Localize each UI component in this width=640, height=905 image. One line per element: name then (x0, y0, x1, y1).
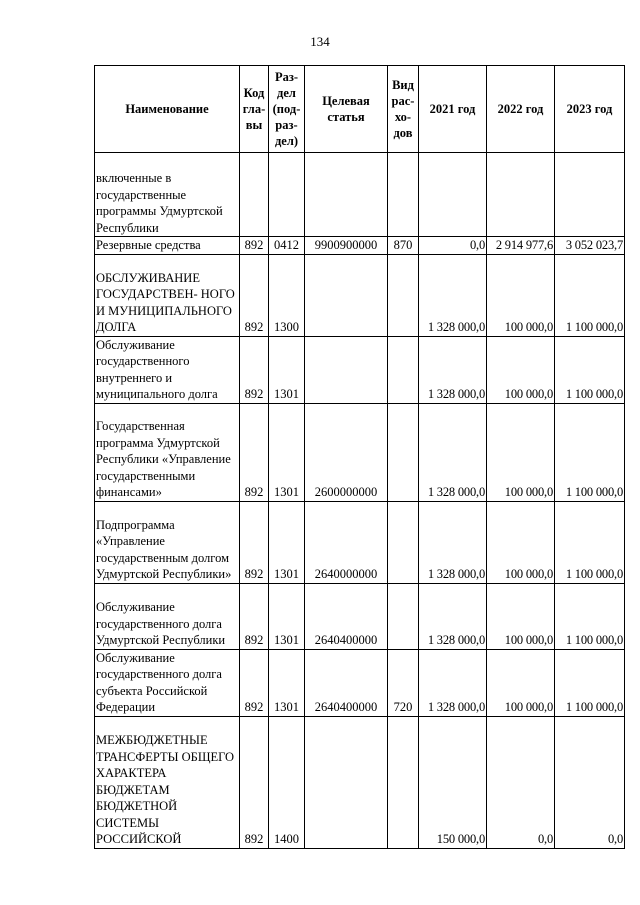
row-type (388, 153, 419, 237)
row-target (305, 153, 388, 237)
row-type: 720 (388, 649, 419, 716)
row-2023: 1 100 000,0 (555, 403, 625, 501)
row-name: включенные в государственные программы Удмуртской Республики (95, 153, 240, 237)
table-row (95, 501, 625, 583)
row-code (240, 153, 269, 237)
table-row (95, 336, 625, 403)
row-2022: 100 000,0 (487, 501, 555, 583)
row-2021: 1 328 000,0 (419, 254, 487, 336)
page-number: 134 (310, 34, 330, 49)
row-section: 1301 (269, 583, 305, 649)
row-code: 892 (240, 583, 269, 649)
row-code: 892 (240, 254, 269, 336)
row-code: 892 (240, 336, 269, 403)
row-name: Государственная программа Удмуртской Республики «Управление государственными финансами» (95, 403, 240, 501)
table-row (95, 403, 625, 501)
row-code: 892 (240, 716, 269, 848)
row-type (388, 336, 419, 403)
row-target: 2600000000 (305, 403, 388, 501)
row-2022: 0,0 (487, 716, 555, 848)
row-2023: 3 052 023,7 (555, 237, 625, 255)
row-type (388, 403, 419, 501)
table-row (95, 254, 625, 336)
row-2021: 1 328 000,0 (419, 649, 487, 716)
header-section: Раз- дел (под- раз- дел) (269, 66, 305, 153)
row-section: 1301 (269, 649, 305, 716)
row-type (388, 716, 419, 848)
table-header-row (95, 66, 625, 153)
header-2023: 2023 год (555, 66, 625, 153)
table-row (95, 649, 625, 716)
row-2023: 0,0 (555, 716, 625, 848)
row-2021: 1 328 000,0 (419, 403, 487, 501)
budget-table (94, 65, 625, 849)
row-2022: 100 000,0 (487, 403, 555, 501)
row-section: 1300 (269, 254, 305, 336)
row-name: МЕЖБЮДЖЕТНЫЕ ТРАНСФЕРТЫ ОБЩЕГО ХАРАКТЕРА БЮДЖЕТАМ БЮДЖЕТНОЙ СИСТЕМЫ РОССИЙСКОЙ (95, 716, 240, 848)
row-target (305, 716, 388, 848)
row-2023: 1 100 000,0 (555, 583, 625, 649)
header-2022: 2022 год (487, 66, 555, 153)
row-target: 9900900000 (305, 237, 388, 255)
row-name: Резервные средства (95, 237, 240, 255)
row-2023: 1 100 000,0 (555, 336, 625, 403)
row-2021: 1 328 000,0 (419, 583, 487, 649)
header-name: Наименование (95, 66, 240, 153)
row-2023 (555, 153, 625, 237)
row-code: 892 (240, 403, 269, 501)
row-2021: 150 000,0 (419, 716, 487, 848)
row-2023: 1 100 000,0 (555, 649, 625, 716)
row-type (388, 254, 419, 336)
header-code: Код гла- вы (240, 66, 269, 153)
row-2021: 1 328 000,0 (419, 336, 487, 403)
row-code: 892 (240, 501, 269, 583)
header-2021: 2021 год (419, 66, 487, 153)
row-2021 (419, 153, 487, 237)
row-2022: 100 000,0 (487, 649, 555, 716)
row-section (269, 153, 305, 237)
row-target: 2640400000 (305, 583, 388, 649)
header-target: Целевая статья (305, 66, 388, 153)
row-section: 1301 (269, 403, 305, 501)
row-name: Обслуживание государственного внутреннего и муниципального долга (95, 336, 240, 403)
row-name: Подпрограмма «Управление государственным долгом Удмуртской Республики» (95, 501, 240, 583)
row-code: 892 (240, 649, 269, 716)
row-2021: 0,0 (419, 237, 487, 255)
row-name: ОБСЛУЖИВАНИЕ ГОСУДАРСТВЕН- НОГО И МУНИЦИПАЛЬНОГО ДОЛГА (95, 254, 240, 336)
row-type (388, 501, 419, 583)
row-2023: 1 100 000,0 (555, 254, 625, 336)
row-code: 892 (240, 237, 269, 255)
row-type (388, 583, 419, 649)
row-type: 870 (388, 237, 419, 255)
row-target: 2640400000 (305, 649, 388, 716)
table-row (95, 153, 625, 237)
row-name: Обслуживание государственного долга Удмуртской Республики (95, 583, 240, 649)
row-section: 1301 (269, 501, 305, 583)
row-2021: 1 328 000,0 (419, 501, 487, 583)
row-2022: 2 914 977,6 (487, 237, 555, 255)
row-2022: 100 000,0 (487, 254, 555, 336)
row-name: Обслуживание государственного долга субъекта Российской Федерации (95, 649, 240, 716)
row-2022: 100 000,0 (487, 336, 555, 403)
row-2022: 100 000,0 (487, 583, 555, 649)
table-row (95, 583, 625, 649)
row-target: 2640000000 (305, 501, 388, 583)
row-2022 (487, 153, 555, 237)
header-type: Вид рас- хо- дов (388, 66, 419, 153)
row-target (305, 254, 388, 336)
table-row (95, 237, 625, 255)
row-section: 1400 (269, 716, 305, 848)
row-target (305, 336, 388, 403)
row-2023: 1 100 000,0 (555, 501, 625, 583)
row-section: 1301 (269, 336, 305, 403)
table-row (95, 716, 625, 848)
row-section: 0412 (269, 237, 305, 255)
